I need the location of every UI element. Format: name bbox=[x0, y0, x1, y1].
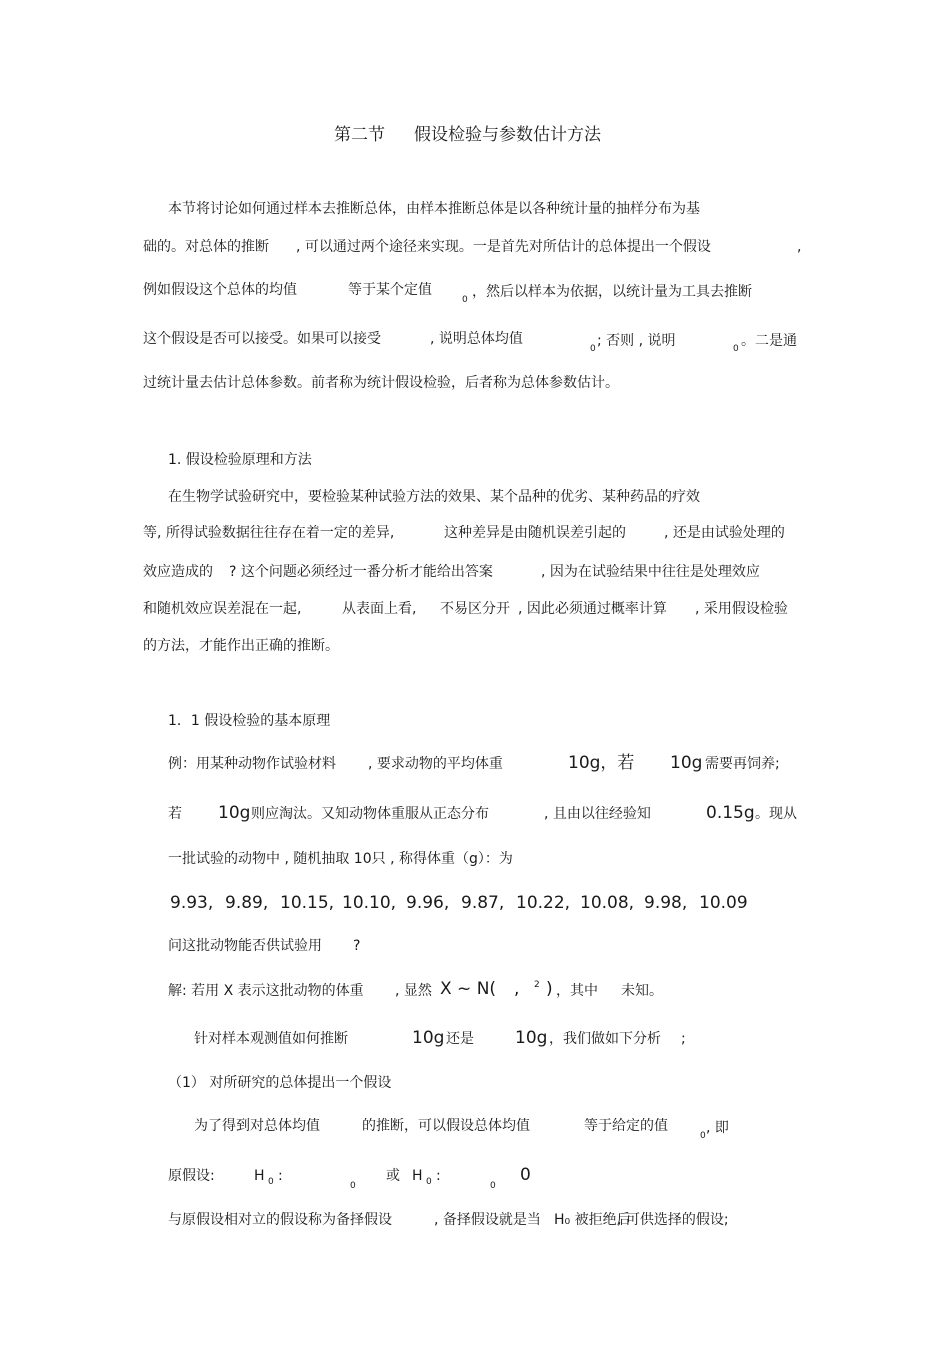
example-line-2f: 。现从 bbox=[755, 806, 797, 822]
section-1-line-4d: , 因此必须通过概率计算 bbox=[518, 601, 667, 617]
example-line-1e: 需要再饲养; bbox=[705, 756, 780, 772]
weight-value: 9.96, bbox=[406, 893, 450, 913]
example-line-1b: , 要求动物的平均体重 bbox=[368, 756, 503, 772]
null-or: 或 bbox=[386, 1168, 400, 1184]
section-1-line-4a: 和随机效应误差混在一起, bbox=[143, 601, 302, 617]
intro-line-3b: 等于某个定值 bbox=[348, 282, 432, 298]
weight-value: 9.89, bbox=[225, 893, 269, 913]
hypothesis-a: 为了得到对总体均值 bbox=[194, 1118, 320, 1134]
question-mark: ? bbox=[353, 938, 361, 954]
intro-line-2b: , 可以通过两个途径来实现。一是首先对所估计的总体提出一个假设 bbox=[296, 239, 711, 255]
analysis-c: 还是 bbox=[446, 1031, 474, 1047]
solution-distribution: X ~ N( bbox=[440, 979, 497, 999]
intro-line-4a: 这个假设是否可以接受。如果可以接受 bbox=[143, 331, 381, 347]
hypothesis-subscript: 0 bbox=[700, 1131, 706, 1141]
null-subscript-2: 0 bbox=[490, 1181, 496, 1191]
example-line-2d: , 且由以往经验知 bbox=[544, 806, 651, 822]
section-1-line-3b: ? 这个问题必须经过一番分析才能给出答案 bbox=[229, 564, 493, 580]
null-subscript-1: 0 bbox=[350, 1181, 356, 1191]
example-line-1d: 10g bbox=[670, 753, 703, 773]
example-line-1a: 例：用某种动物作试验材料 bbox=[168, 756, 336, 772]
weight-value: 10.10, bbox=[342, 893, 397, 913]
weight-value: 10.15, bbox=[280, 893, 335, 913]
alternative-a: 与原假设相对立的假设称为备择假设 bbox=[168, 1212, 392, 1228]
analysis-e: ，我们做如下分析 bbox=[549, 1031, 661, 1047]
section-1-line-2c: , 还是由试验处理的 bbox=[664, 525, 785, 541]
alternative-b: , 备择假设就是当 bbox=[434, 1212, 541, 1228]
hypothesis-c: 等于给定的值 bbox=[584, 1118, 668, 1134]
step-1: （1） 对所研究的总体提出一个假设 bbox=[168, 1075, 392, 1091]
weight-value: 10.22, bbox=[516, 893, 571, 913]
section-1-line-4b: 从表面上看, bbox=[342, 601, 417, 617]
hypothesis-b: 的推断，可以假设总体均值 bbox=[362, 1118, 530, 1134]
intro-line-4d: 。二是通 bbox=[741, 333, 797, 349]
intro-line-3c: ，然后以样本为依据，以统计量为工具去推断 bbox=[472, 284, 752, 300]
alternative-d: , 可供选择的假设; bbox=[617, 1212, 729, 1228]
analysis-a: 针对样本观测值如何推断 bbox=[194, 1031, 348, 1047]
section-1-line-4e: , 采用假设检验 bbox=[695, 601, 788, 617]
question: 问这批动物能否供试验用 bbox=[168, 938, 322, 954]
intro-line-4b: , 说明总体均值 bbox=[430, 331, 523, 347]
null-hypothesis-label: 原假设: bbox=[168, 1168, 215, 1184]
example-line-2b: 10g bbox=[218, 803, 251, 823]
null-h-1-subscript: 0 bbox=[268, 1177, 274, 1187]
intro-line-5: 过统计量去估计总体参数。前者称为统计假设检验，后者称为总体参数估计。 bbox=[143, 375, 619, 391]
section-1-line-3c: , 因为在试验结果中往往是处理效应 bbox=[541, 564, 760, 580]
null-h-2-subscript: 0 bbox=[426, 1177, 432, 1187]
weight-value: 9.93, bbox=[170, 893, 214, 913]
section-1-line-1: 在生物学试验研究中，要检验某种试验方法的效果、某个品种的优劣、某种药品的疗效 bbox=[168, 489, 700, 505]
intro-line-2a: 础的。对总体的推断 bbox=[143, 239, 269, 255]
example-line-3: 一批试验的动物中 , 随机抽取 10只 , 称得体重（g）：为 bbox=[168, 851, 513, 867]
solution-f: ，其中 bbox=[556, 983, 598, 999]
null-colon-1: : bbox=[278, 1168, 283, 1184]
solution-close-paren: ) bbox=[546, 979, 553, 999]
section-1-1-heading: 1．1 假设检验的基本原理 bbox=[168, 713, 331, 729]
example-line-2e: 0.15g bbox=[706, 803, 755, 823]
section-1-heading: 1. 假设检验原理和方法 bbox=[168, 452, 312, 468]
solution-superscript: 2 bbox=[534, 980, 540, 990]
solution-a: 解: 若用 X 表示这批动物的体重 bbox=[168, 983, 364, 999]
intro-line-4-subscript-2: 0 bbox=[733, 344, 739, 354]
example-line-2a: 若 bbox=[168, 806, 182, 822]
alternative-c: H₀ 被拒绝后 bbox=[554, 1212, 631, 1228]
null-zero: 0 bbox=[520, 1165, 531, 1185]
analysis-f: ; bbox=[681, 1031, 686, 1047]
intro-line-3-subscript: 0 bbox=[462, 295, 468, 305]
section-1-line-3a: 效应造成的 bbox=[143, 564, 213, 580]
null-colon-2: : bbox=[436, 1168, 441, 1184]
analysis-d: 10g bbox=[515, 1028, 548, 1048]
null-h-1: H bbox=[254, 1168, 265, 1184]
example-line-2c: 则应淘汰。又知动物体重服从正态分布 bbox=[251, 806, 489, 822]
page-title: 假设检验与参数估计方法 bbox=[414, 125, 601, 145]
intro-line-4-subscript-1: 0 bbox=[590, 344, 596, 354]
analysis-b: 10g bbox=[412, 1028, 445, 1048]
solution-b: , 显然 bbox=[395, 983, 432, 999]
section-1-line-2a: 等, 所得试验数据往往存在着一定的差异, bbox=[143, 525, 395, 541]
section-1-line-4c: 不易区分开 bbox=[440, 601, 510, 617]
solution-g: 未知。 bbox=[621, 983, 663, 999]
example-line-1c: 10g，若 bbox=[568, 753, 635, 773]
weight-value: 10.09 bbox=[699, 893, 748, 913]
weight-value: 9.87, bbox=[461, 893, 505, 913]
intro-line-3a: 例如假设这个总体的均值 bbox=[143, 282, 297, 298]
weight-value: 9.98, bbox=[644, 893, 688, 913]
section-1-line-5: 的方法，才能作出正确的推断。 bbox=[143, 638, 339, 654]
section-1-line-2b: 这种差异是由随机误差引起的 bbox=[444, 525, 626, 541]
intro-line-4c: ; 否则 , 说明 bbox=[597, 333, 676, 349]
solution-comma: , bbox=[514, 979, 520, 999]
intro-line-2c: , bbox=[797, 239, 802, 255]
null-h-2: H bbox=[412, 1168, 423, 1184]
intro-line-1: 本节将讨论如何通过样本去推断总体，由样本推断总体是以各种统计量的抽样分布为基 bbox=[168, 201, 700, 217]
weight-value: 10.08, bbox=[580, 893, 635, 913]
hypothesis-d: , 即 bbox=[706, 1120, 729, 1136]
section-number: 第二节 bbox=[334, 125, 385, 145]
